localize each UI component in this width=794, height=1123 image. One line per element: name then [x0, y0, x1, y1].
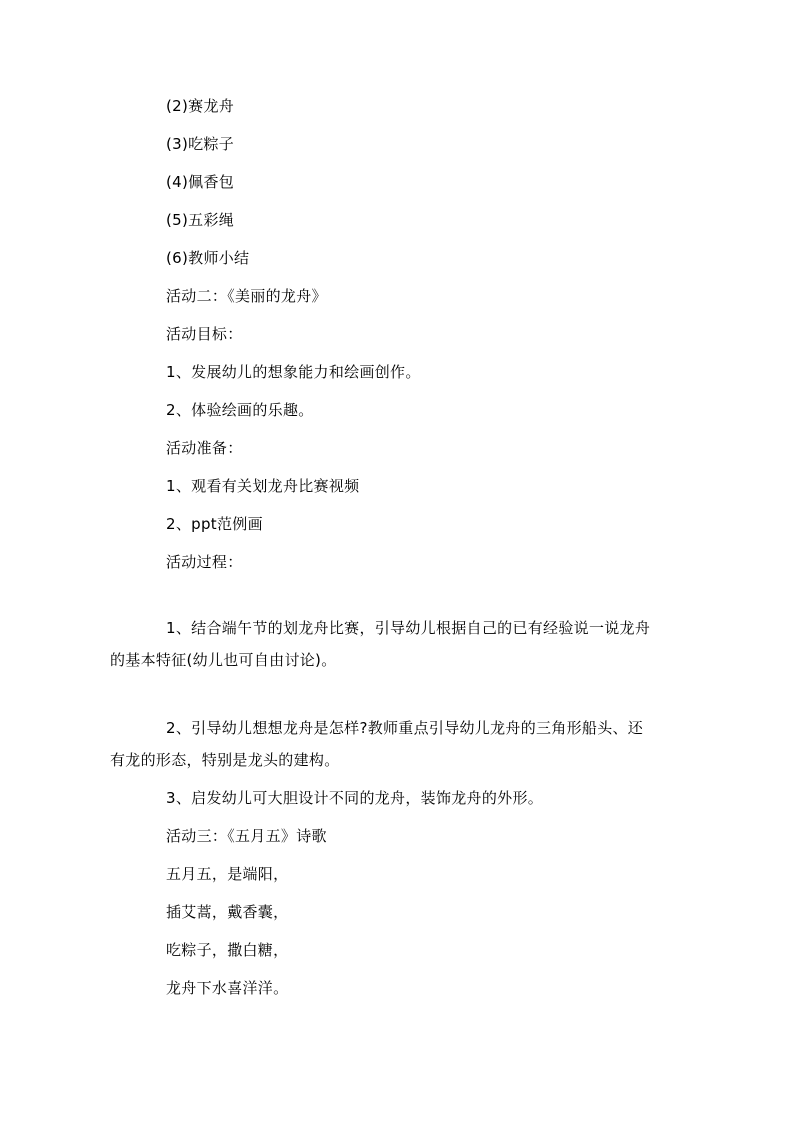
process-step-2-line-1: 2、引导幼儿想想龙舟是怎样?教师重点引导幼儿龙舟的三角形船头、还 [166, 719, 644, 737]
goal-item-2: 2、体验绘画的乐趣。 [166, 401, 314, 419]
process-step-1-line-2: 的基本特征(幼儿也可自由讨论)。 [110, 651, 337, 669]
list-item-five-color-rope: (5)五彩绳 [166, 211, 235, 229]
goal-item-1: 1、发展幼儿的想象能力和绘画创作。 [166, 363, 421, 381]
list-item-dragon-boat-race: (2)赛龙舟 [166, 97, 235, 115]
preparation-item-1: 1、观看有关划龙舟比赛视频 [166, 477, 360, 495]
list-item-teacher-summary: (6)教师小结 [166, 249, 250, 267]
poem-line-1: 五月五，是端阳， [166, 865, 289, 883]
activity-process-label: 活动过程： [166, 553, 243, 571]
poem-line-4: 龙舟下水喜洋洋。 [166, 979, 289, 997]
activity-three-heading: 活动三：《五月五》诗歌 [166, 827, 327, 845]
activity-preparation-label: 活动准备： [166, 439, 243, 457]
process-step-1-line-1: 1、结合端午节的划龙舟比赛，引导幼儿根据自己的已有经验说一说龙舟 [166, 619, 651, 637]
activity-goals-label: 活动目标： [166, 325, 243, 343]
list-item-sachet: (4)佩香包 [166, 173, 235, 191]
process-step-3: 3、启发幼儿可大胆设计不同的龙舟，装饰龙舟的外形。 [166, 789, 544, 807]
activity-two-heading: 活动二：《美丽的龙舟》 [166, 287, 327, 305]
process-step-2-line-2: 有龙的形态，特别是龙头的建构。 [110, 751, 340, 769]
list-item-eat-zongzi: (3)吃粽子 [166, 135, 235, 153]
poem-line-2: 插艾蒿，戴香囊， [166, 903, 289, 921]
poem-line-3: 吃粽子，撒白糖， [166, 941, 289, 959]
preparation-item-2: 2、ppt范例画 [166, 515, 263, 533]
